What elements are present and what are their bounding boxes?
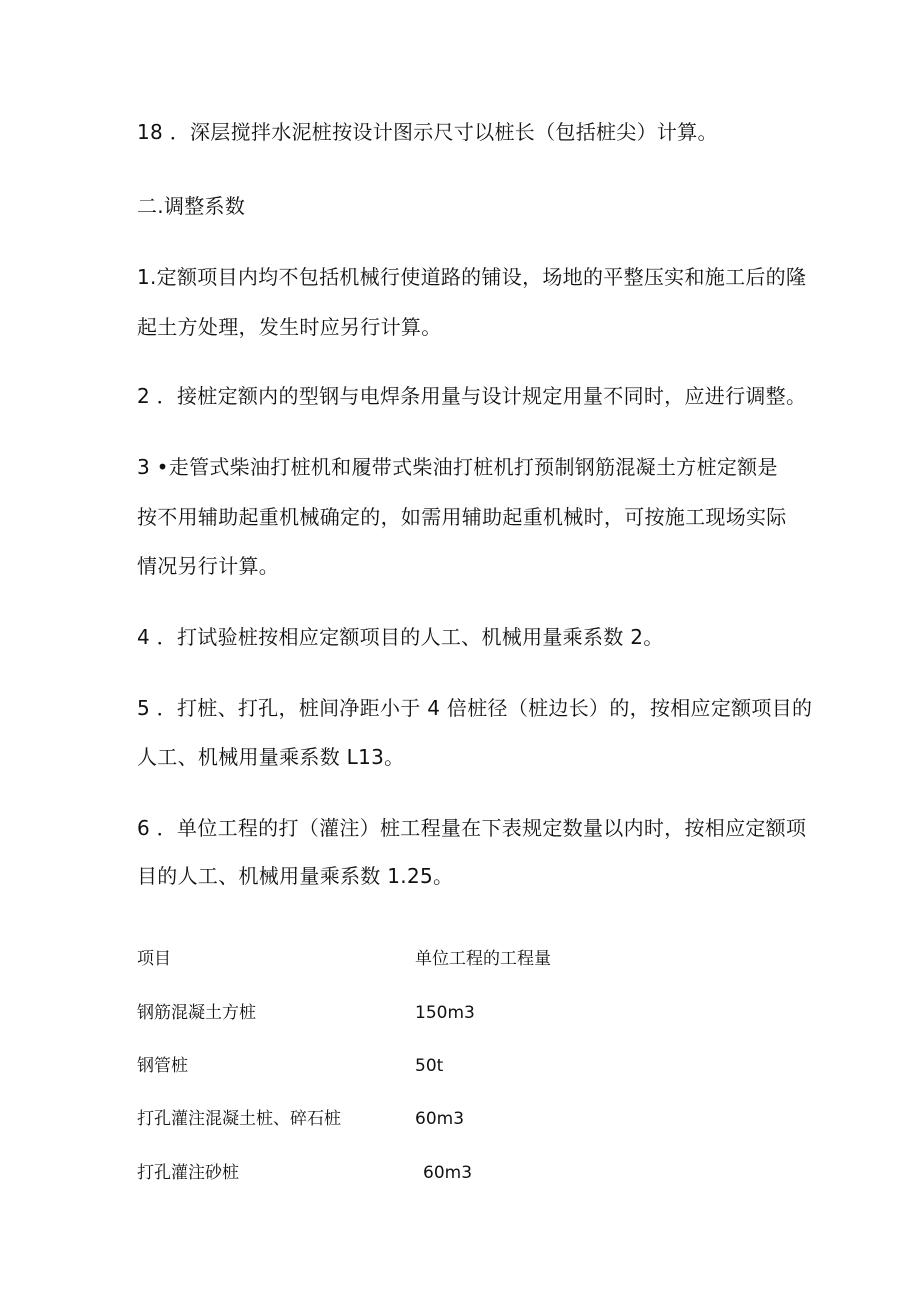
table-row-item: 钢筋混凝土方桩	[137, 1003, 256, 1023]
table-row-quantity: 150m3	[415, 1003, 475, 1023]
paragraph-5-line-1: 5 ．打桩、打孔，桩间净距小于 4 倍桩径（桩边长）的，按相应定额项目的	[137, 696, 813, 720]
table-header-quantity: 单位工程的工程量	[415, 949, 551, 969]
paragraph-2: 2 ．接桩定额内的型钢与电焊条用量与设计规定用量不同时，应进行调整。	[137, 384, 807, 408]
paragraph-3-line-2: 按不用辅助起重机械确定的，如需用辅助起重机械时，可按施工现场实际	[137, 505, 787, 529]
paragraph-3-line-3: 情况另行计算。	[137, 554, 280, 578]
paragraph-3-line-1: 3 •走管式柴油打桩机和履带式柴油打桩机打预制钢筋混凝土方桩定额是	[137, 455, 778, 479]
table-row-quantity: 60m3	[423, 1163, 473, 1183]
table-row-item: 打孔灌注混凝土桩、碎石桩	[137, 1109, 341, 1129]
paragraph-6-line-2: 目的人工、机械用量乘系数 1.25。	[137, 864, 454, 888]
table-row-quantity: 60m3	[415, 1109, 465, 1129]
paragraph-18: 18 ．深层搅拌水泥桩按设计图示尺寸以桩长（包括桩尖）计算。	[137, 120, 718, 144]
table-row-quantity: 50t	[415, 1056, 444, 1076]
paragraph-4: 4 ．打试验桩按相应定额项目的人工、机械用量乘系数 2。	[137, 625, 664, 649]
section-heading: 二.调整系数	[137, 194, 246, 218]
table-row-item: 打孔灌注砂桩	[137, 1163, 239, 1183]
paragraph-5-line-2: 人工、机械用量乘系数 L13。	[137, 745, 405, 769]
table-row-item: 钢管桩	[137, 1056, 188, 1076]
paragraph-6-line-1: 6 ．单位工程的打（灌注）桩工程量在下表规定数量以内时，按相应定额项	[137, 816, 807, 840]
paragraph-1-line-2: 起土方处理，发生时应另行计算。	[137, 315, 442, 339]
table-header-item: 项目	[137, 949, 171, 969]
paragraph-1-line-1: 1.定额项目内均不包括机械行使道路的铺设，场地的平整压实和施工后的隆	[137, 265, 807, 289]
